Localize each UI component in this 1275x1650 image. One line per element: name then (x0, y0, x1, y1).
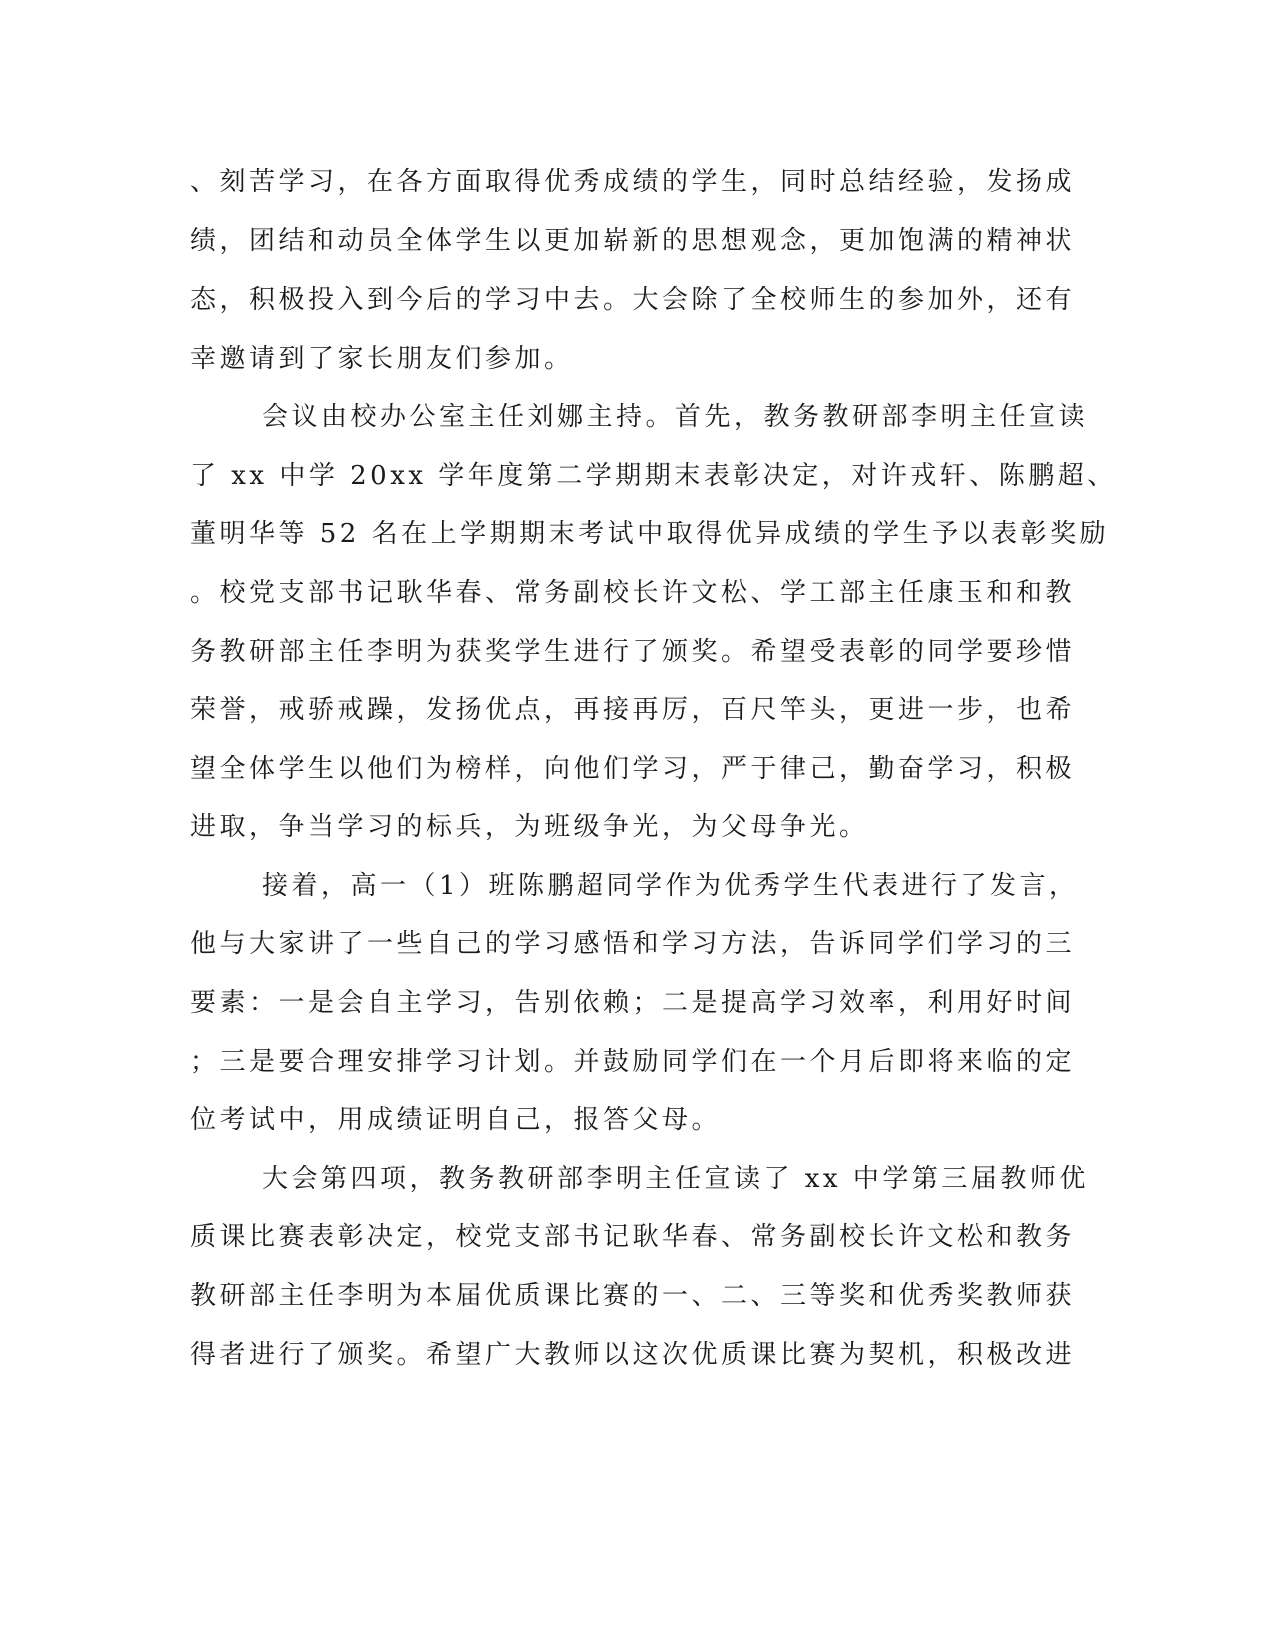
text-line: 务教研部主任李明为获奖学生进行了颁奖。希望受表彰的同学要珍惜 (190, 637, 1076, 667)
text-line: 得者进行了颁奖。希望广大教师以这次优质课比赛为契机，积极改进 (190, 1340, 1076, 1370)
text-line: 质课比赛表彰决定，校党支部书记耿华春、常务副校长许文松和教务 (190, 1222, 1076, 1252)
text-line: 他与大家讲了一些自己的学习感悟和学习方法，告诉同学们学习的三 (190, 929, 1076, 959)
text-line: 望全体学生以他们为榜样，向他们学习，严于律己，勤奋学习，积极 (190, 754, 1076, 784)
text-line: 董明华等 52 名在上学期期末考试中取得优异成绩的学生予以表彰奖励 (190, 519, 1110, 549)
text-line: 、刻苦学习，在各方面取得优秀成绩的学生，同时总结经验，发扬成 (190, 167, 1076, 197)
text-line: 态，积极投入到今后的学习中去。大会除了全校师生的参加外，还有 (190, 285, 1076, 315)
text-line: 绩，团结和动员全体学生以更加崭新的思想观念，更加饱满的精神状 (190, 226, 1076, 256)
text-line: 位考试中，用成绩证明自己，报答父母。 (190, 1105, 722, 1135)
paragraph-first-line: 会议由校办公室主任刘娜主持。首先，教务教研部李明主任宣读 (262, 402, 1089, 432)
text-line: 。校党支部书记耿华春、常务副校长许文松、学工部主任康玉和和教 (190, 578, 1076, 608)
text-line: 教研部主任李明为本届优质课比赛的一、二、三等奖和优秀奖教师获 (190, 1281, 1076, 1311)
paragraph-first-line: 接着，高一（1）班陈鹏超同学作为优秀学生代表进行了发言， (262, 871, 1079, 901)
text-line: 幸邀请到了家长朋友们参加。 (190, 344, 574, 374)
text-line: 了 xx 中学 20xx 学年度第二学期期末表彰决定，对许戎轩、陈鹏超、 (190, 461, 1117, 491)
text-line: 要素：一是会自主学习，告别依赖；二是提高学习效率，利用好时间 (190, 988, 1076, 1018)
text-line: 荣誉，戒骄戒躁，发扬优点，再接再厉，百尺竿头，更进一步，也希 (190, 695, 1076, 725)
paragraph-first-line: 大会第四项，教务教研部李明主任宣读了 xx 中学第三届教师优 (262, 1164, 1089, 1194)
text-line: 进取，争当学习的标兵，为班级争光，为父母争光。 (190, 812, 869, 842)
text-line: ；三是要合理安排学习计划。并鼓励同学们在一个月后即将来临的定 (190, 1047, 1076, 1077)
